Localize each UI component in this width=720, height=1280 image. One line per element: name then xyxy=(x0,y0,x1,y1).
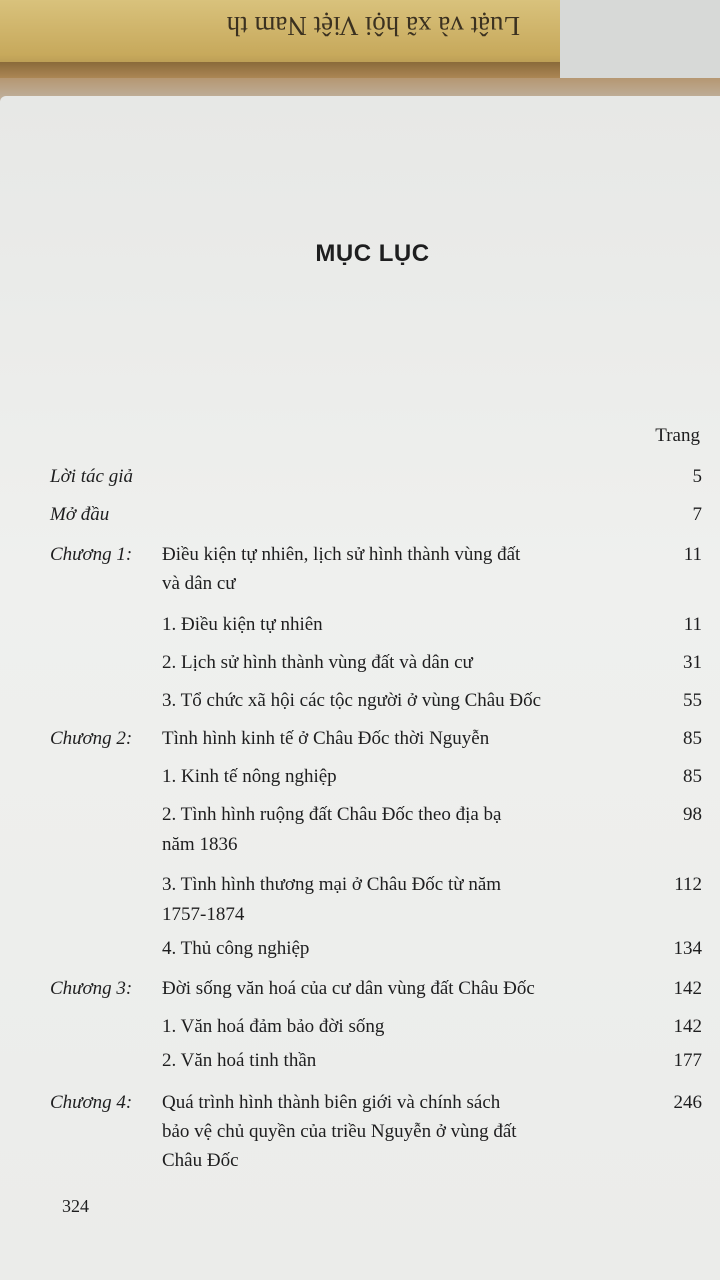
chapter-title: Điều kiện tự nhiên, lịch sử hình thành vùng đất xyxy=(162,544,521,565)
subentry-label-cont: 1757-1874 xyxy=(162,904,245,925)
chapter-title-cont: Châu Đốc xyxy=(162,1150,239,1171)
page-column-label: Trang xyxy=(655,425,700,446)
subentry-label: 3. Tình hình thương mại ở Châu Đốc từ năm xyxy=(162,874,502,895)
subentry-label: 2. Tình hình ruộng đất Châu Đốc theo địa bạ xyxy=(162,804,502,825)
toc-entry-page: 55 xyxy=(683,690,702,711)
toc-chapter-1 xyxy=(50,540,702,600)
toc-entry-page: 11 xyxy=(683,614,702,635)
toc-entry-page: 31 xyxy=(683,652,702,673)
subentry-label: 2. Lịch sử hình thành vùng đất và dân cư xyxy=(162,652,473,673)
toc-subentry xyxy=(162,1046,702,1075)
toc-subentry xyxy=(162,762,702,791)
toc-subentry xyxy=(162,1012,702,1041)
subentry-label: 4. Thủ công nghiệp xyxy=(162,938,310,959)
toc-subentry xyxy=(162,934,702,963)
subentry-label: 1. Kinh tế nông nghiệp xyxy=(162,766,337,787)
toc-entry-page: 85 xyxy=(683,766,702,787)
toc-entry-label: Lời tác giả xyxy=(50,466,133,487)
toc-entry-preface xyxy=(50,462,702,491)
chapter-label: Chương 4: xyxy=(50,1092,133,1113)
subentry-label: 3. Tổ chức xã hội các tộc người ở vùng Châu Đốc xyxy=(162,690,542,711)
chapter-title-cont: bảo vệ chủ quyền của triều Nguyễn ở vùng đất xyxy=(162,1121,517,1142)
toc-chapter-4 xyxy=(50,1088,702,1178)
toc-entry-page: 7 xyxy=(692,504,702,525)
toc-subentry xyxy=(162,870,702,930)
toc-subentry xyxy=(162,800,702,860)
toc-entry-introduction xyxy=(50,500,702,529)
chapter-label: Chương 1: xyxy=(50,544,133,565)
toc-entry-page: 112 xyxy=(674,874,702,895)
toc-entry-page: 5 xyxy=(692,466,702,487)
toc-subentry xyxy=(162,686,702,715)
toc-entry-label: Mở đầu xyxy=(50,504,110,525)
chapter-label: Chương 3: xyxy=(50,978,133,999)
chapter-label: Chương 2: xyxy=(50,728,133,749)
subentry-label: 1. Điều kiện tự nhiên xyxy=(162,614,323,635)
toc-entry-page: 11 xyxy=(683,544,702,565)
chapter-title: Đời sống văn hoá của cư dân vùng đất Châu Đốc xyxy=(162,978,535,999)
page-number: 324 xyxy=(62,1196,89,1216)
toc-entry-page: 246 xyxy=(673,1092,702,1113)
toc-chapter-3 xyxy=(50,974,702,1003)
toc-entry-page: 142 xyxy=(673,978,702,999)
toc-entry-page: 142 xyxy=(673,1016,702,1037)
toc-entry-page: 98 xyxy=(683,804,702,825)
toc-chapter-2 xyxy=(50,724,702,753)
subentry-label: 2. Văn hoá tinh thần xyxy=(162,1050,317,1071)
toc-entry-page: 134 xyxy=(673,938,702,959)
page-title: MỤC LỤC xyxy=(315,240,430,267)
toc-subentry xyxy=(162,648,702,677)
subentry-label: 1. Văn hoá đảm bảo đời sống xyxy=(162,1016,385,1037)
subentry-label-cont: năm 1836 xyxy=(162,834,238,855)
background-book-title: Luật và xã hội Việt Nam th xyxy=(226,11,520,41)
chapter-title-cont: và dân cư xyxy=(162,573,236,594)
chapter-title: Quá trình hình thành biên giới và chính sách xyxy=(162,1092,501,1113)
toc-entry-page: 177 xyxy=(673,1050,702,1071)
toc-subentry xyxy=(162,610,702,639)
chapter-title: Tình hình kinh tế ở Châu Đốc thời Nguyễn xyxy=(162,728,490,749)
toc-entry-page: 85 xyxy=(683,728,702,749)
